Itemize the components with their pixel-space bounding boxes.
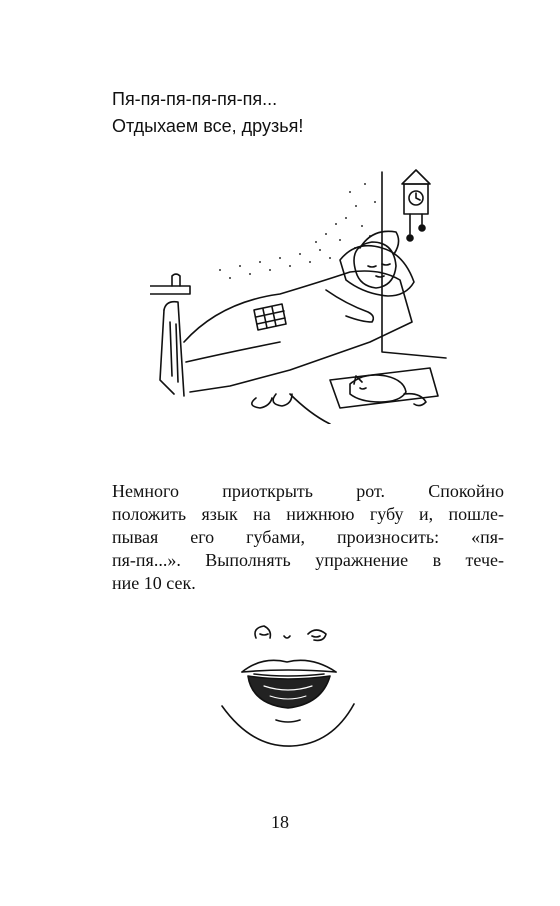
instruction-line: положить язык на нижнюю губу и, пошле-	[112, 504, 504, 524]
instruction-line: ние 10 сек.	[112, 573, 196, 593]
instruction-line: пя-пя...». Выполнять упражнение в тече-	[112, 550, 504, 570]
page-number: 18	[271, 812, 289, 832]
poem-line: Пя-пя-пя-пя-пя-пя...	[112, 89, 278, 109]
sleeping-child-illustration	[150, 162, 450, 424]
exercise-instructions	[112, 480, 504, 595]
instruction-line: Немного приоткрыть рот. Спокойно	[112, 481, 504, 501]
poem-line: Отдыхаем все, друзья!	[112, 116, 304, 136]
mouth-tongue-illustration	[212, 608, 362, 758]
poem	[112, 86, 472, 140]
instruction-line: пывая его губами, произносить: «пя-	[112, 527, 504, 547]
